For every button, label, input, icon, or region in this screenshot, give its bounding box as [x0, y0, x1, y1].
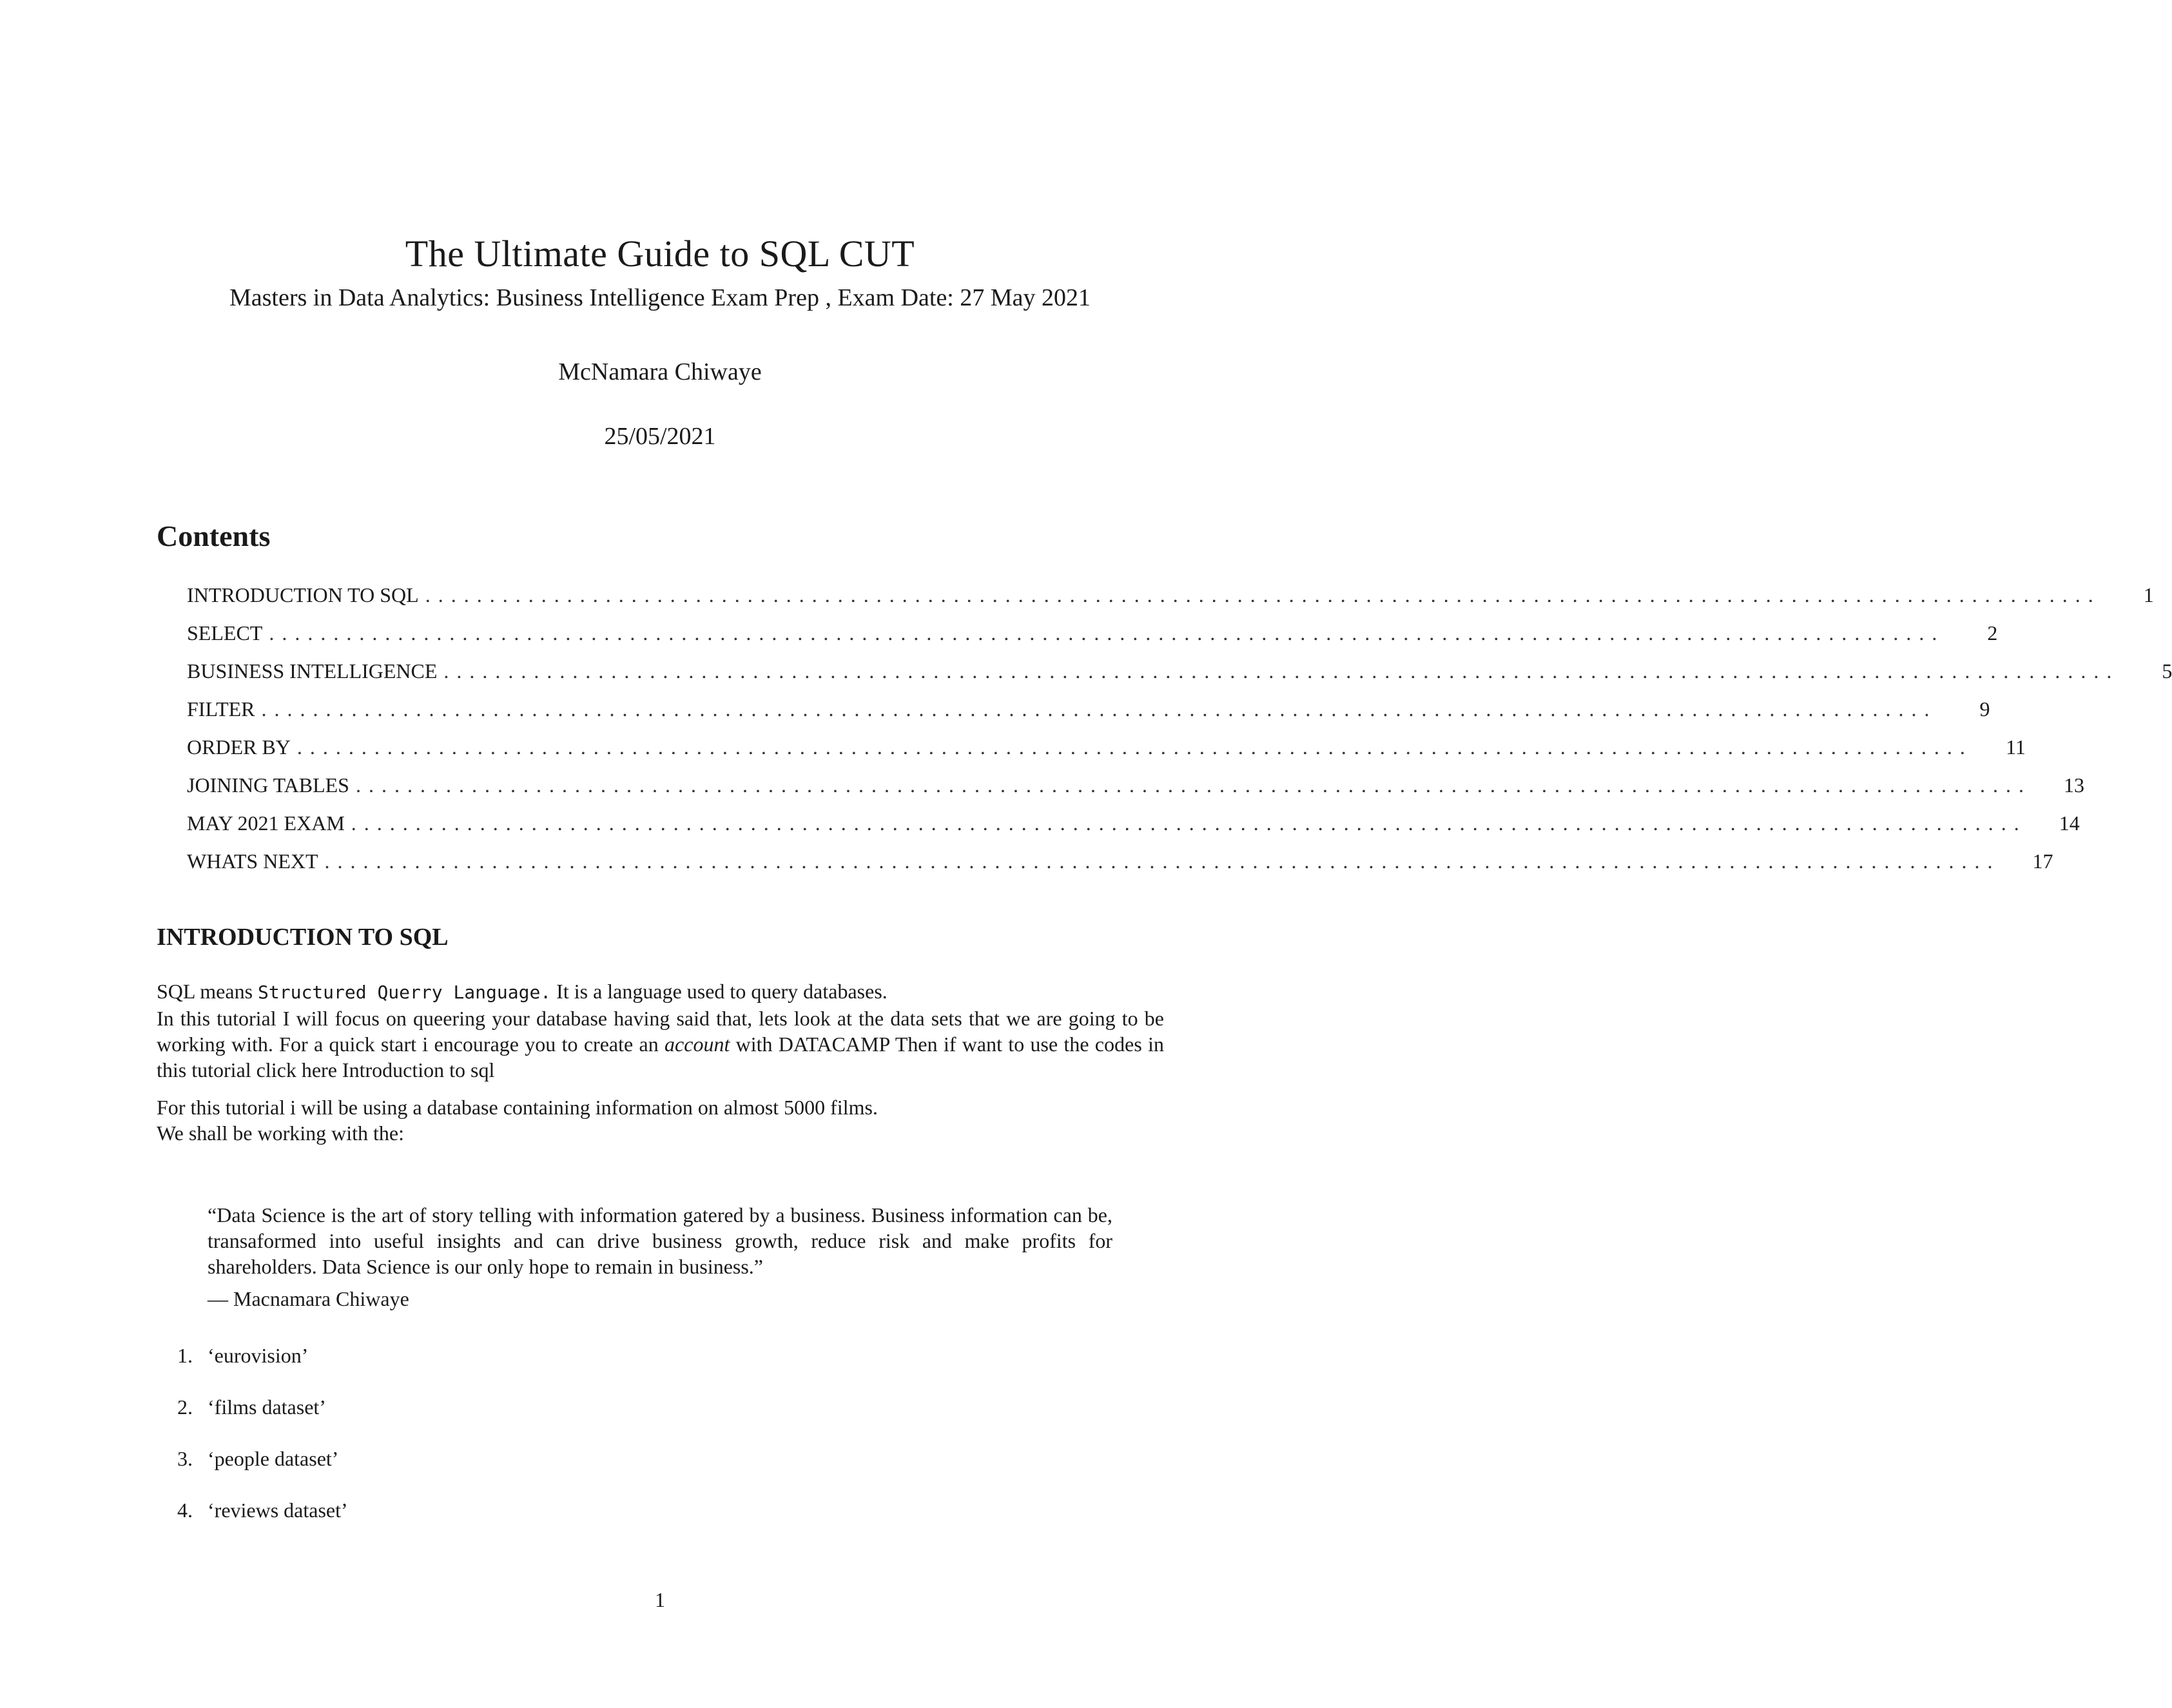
dataset-list [177, 1344, 1144, 1550]
block-quote: “Data Science is the art of story telling with information gatered by a business. Business information can be, transaformed into useful insights and can drive business growth, reduce risk and make profits for shareholders. Data Science is our only hope to remain in business.” [208, 1203, 1112, 1278]
intro-line [157, 978, 1164, 1005]
toc-entry[interactable] [187, 849, 2053, 888]
toc-entry-page: 14 [2059, 811, 2080, 835]
toc-entry-page: 2 [1987, 621, 1998, 645]
intro-suffix: It is a language used to query databases. [551, 980, 887, 1003]
toc-leader-dots: .................................................................................................................................. [324, 849, 2001, 873]
toc-entry-label: JOINING TABLES [187, 773, 349, 797]
list-item-number: 3. [177, 1447, 193, 1470]
list-item [177, 1395, 1144, 1447]
toc-entry-label: SELECT [187, 621, 263, 645]
intro-body-pre: In this tutorial I will focus on queering your database having said that, lets look at the data sets that we are going to be working with. For a quick start i encourage you to create an [157, 1007, 1164, 1056]
table-of-contents [187, 583, 2172, 888]
toc-entry-label: FILTER [187, 697, 255, 721]
emphasis-account: account [664, 1033, 730, 1056]
dataset-line-2: We shall be working with the: [157, 1121, 405, 1145]
toc-entry-label: MAY 2021 EXAM [187, 811, 345, 835]
quote-attribution: — Macnamara Chiwaye [208, 1287, 409, 1310]
toc-entry-page: 17 [2032, 849, 2053, 873]
dataset-paragraph [157, 1094, 1164, 1146]
toc-entry-page: 11 [2006, 735, 2026, 759]
list-item-label: ‘eurovision’ [208, 1344, 309, 1367]
list-item-label: ‘films dataset’ [208, 1395, 326, 1419]
toc-leader-dots: .................................................................................................................................. [351, 811, 2027, 835]
list-item-number: 2. [177, 1395, 193, 1419]
toc-leader-dots: .................................................................................................................................. [269, 621, 1945, 645]
toc-entry-page: 9 [1979, 697, 1990, 721]
code-term: Structured Querry Language. [258, 982, 552, 1003]
toc-entry-page: 1 [2143, 583, 2154, 607]
page-number: 1 [655, 1588, 665, 1611]
intro-paragraph [157, 978, 1164, 1083]
toc-leader-dots: .................................................................................................................................. [355, 773, 2031, 797]
toc-entry[interactable] [187, 773, 2084, 811]
list-item-label: ‘reviews dataset’ [208, 1499, 348, 1522]
toc-leader-dots: .................................................................................................................................. [296, 735, 1973, 759]
intro-prefix: SQL means [157, 980, 258, 1003]
dataset-line-1: For this tutorial i will be using a database containing information on almost 5000 films. [157, 1096, 878, 1119]
toc-leader-dots: .................................................................................................................................. [443, 659, 2120, 683]
document-date: 25/05/2021 [604, 423, 716, 450]
toc-entry-page: 5 [2162, 659, 2172, 683]
toc-entry[interactable] [187, 811, 2080, 849]
section-heading: INTRODUCTION TO SQL [157, 924, 449, 951]
document-title: The Ultimate Guide to SQL CUT [405, 233, 915, 275]
toc-leader-dots: .................................................................................................................................. [425, 583, 2101, 607]
contents-heading: Contents [157, 519, 271, 552]
toc-entry[interactable] [187, 735, 2026, 773]
list-item [177, 1344, 1144, 1395]
list-item [177, 1447, 1144, 1499]
toc-entry[interactable] [187, 583, 2154, 621]
toc-leader-dots: .................................................................................................................................. [261, 697, 1937, 721]
toc-entry-label: WHATS NEXT [187, 849, 318, 873]
toc-entry-page: 13 [2063, 773, 2084, 797]
toc-entry[interactable] [187, 659, 2172, 697]
toc-entry-label: ORDER BY [187, 735, 291, 759]
intro-body-post: with DATACAMP Then if want to use the codes in this tutorial click here Introduction to sql [157, 1033, 1165, 1082]
list-item [177, 1499, 1144, 1550]
toc-entry[interactable] [187, 697, 1990, 735]
list-item-number: 1. [177, 1344, 193, 1367]
list-item-label: ‘people dataset’ [208, 1447, 339, 1470]
list-item-number: 4. [177, 1499, 193, 1522]
document-author: McNamara Chiwaye [558, 358, 762, 385]
document-subtitle: Masters in Data Analytics: Business Intelligence Exam Prep , Exam Date: 27 May 2021 [229, 284, 1091, 311]
intro-body [157, 1005, 1164, 1083]
toc-entry-label: INTRODUCTION TO SQL [187, 583, 419, 607]
toc-entry[interactable] [187, 621, 1998, 659]
toc-entry-label: BUSINESS INTELLIGENCE [187, 659, 438, 683]
